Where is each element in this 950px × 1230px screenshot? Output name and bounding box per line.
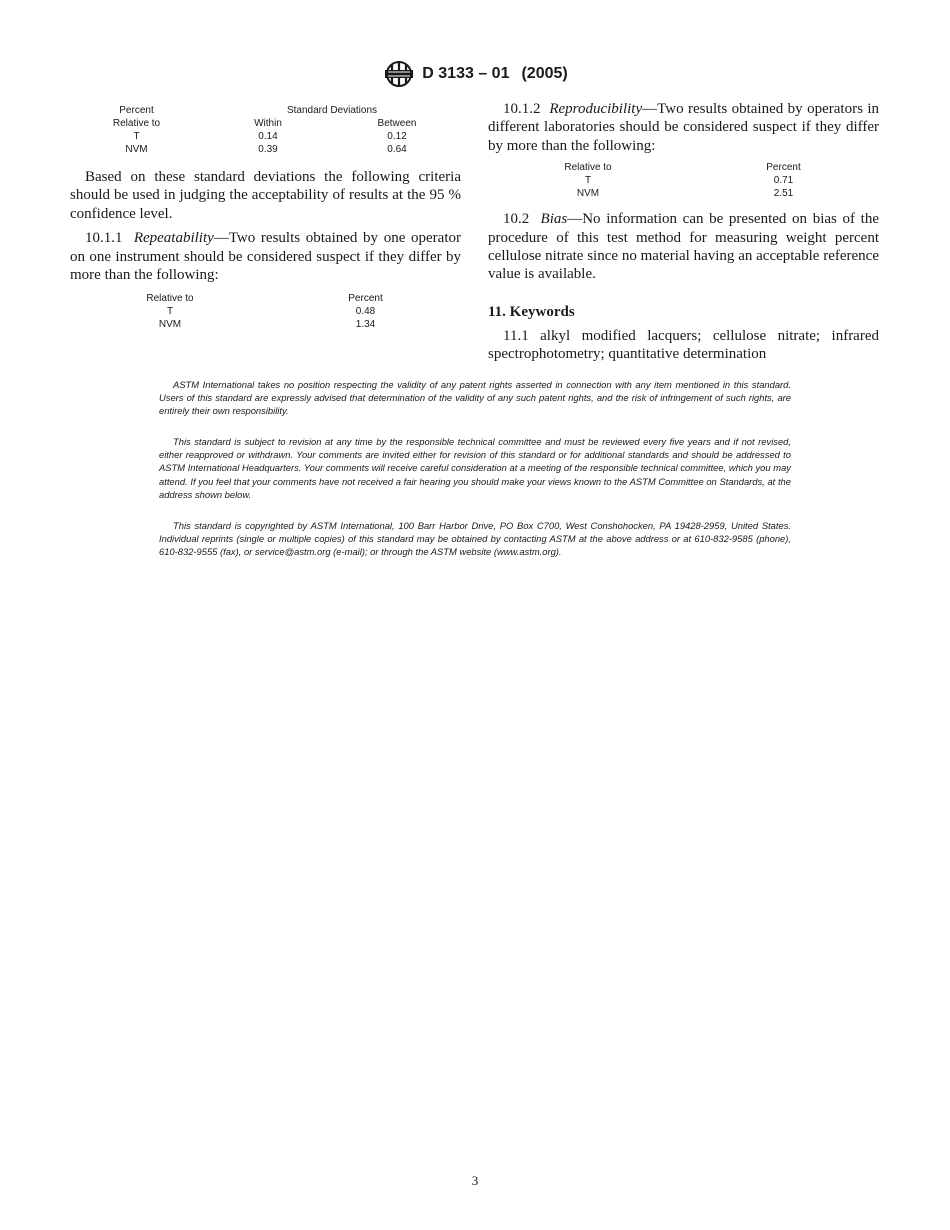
copyright-notice: This standard is copyrighted by ASTM International, 100 Barr Harbor Drive, PO Box C700, West Conshohocken, PA 19428-2959, United States. Individual reprints (single or multiple copies) of this standard may be obtained by contacting ASTM at the above address or at 610-832-9585 (phone), 610-832-9555 (fax), or service@astm.org (e-mail); or through the ASTM website (www.astm.org). bbox=[159, 519, 791, 557]
section-text: —Two results obtained by one operator on one instrument should be considered suspect if they differ by more than the following: bbox=[70, 230, 461, 284]
section-number: 10.1.2 bbox=[503, 101, 541, 117]
page-number: 3 bbox=[471, 1173, 479, 1188]
table-row bbox=[70, 130, 461, 143]
section-number: 10.1.1 bbox=[85, 230, 123, 247]
table-header-row bbox=[70, 104, 461, 117]
revision-notice: This standard is subject to revision at any time by the responsible technical committee and must be reviewed every five years and if not revised, either reapproved or withdrawn. Your comments are invited either for revision of this standard or for additional standards and should be addressed to ASTM International Headquarters. Your comments will receive careful consideration at a meeting of the responsible technical committee, which you may attend. If you feel that your comments have not received a fair hearing you should make your views known to the ASTM Committee on Standards, at the address shown below. bbox=[159, 436, 791, 500]
table-cell: 1.34 bbox=[355, 319, 376, 331]
table-header-row bbox=[488, 161, 879, 174]
left-column bbox=[70, 100, 461, 331]
table-header-cell: Standard Deviations bbox=[286, 105, 378, 116]
designation: D 3133 – 01 bbox=[422, 65, 510, 82]
section-text: —Two results obtained by operators in different laboratories should be considered suspect if they differ by more than the following: bbox=[488, 101, 879, 154]
repeatability-paragraph bbox=[70, 229, 461, 284]
table-cell: 2.51 bbox=[773, 188, 794, 200]
right-column bbox=[488, 100, 879, 370]
criteria-paragraph: Based on these standard deviations the following criteria should be used in judging the acceptability of results at the 95 % confidence level. bbox=[70, 169, 461, 222]
bias-paragraph bbox=[488, 210, 879, 284]
table-row bbox=[70, 305, 461, 318]
patent-notice: ASTM International takes no position respecting the validity of any patent rights asserted in connection with any item mentioned in this standard. Users of this standard are expressly advised that determination of the validity of any such patent rights, and the risk of infringement of such rights, are entirely their own responsibility. bbox=[159, 379, 791, 417]
table-cell: NVM bbox=[576, 188, 600, 200]
table-cell: T bbox=[584, 175, 592, 187]
table-header-row bbox=[70, 117, 461, 130]
table-cell: T bbox=[166, 306, 174, 318]
table-cell: NVM bbox=[158, 319, 182, 331]
repeatability-table bbox=[70, 292, 461, 331]
keywords-heading: 11. Keywords bbox=[488, 303, 575, 320]
table-cell: T bbox=[133, 131, 140, 142]
table-cell: 0.64 bbox=[387, 144, 407, 155]
table-cell: 0.12 bbox=[387, 131, 407, 142]
table-cell: 0.71 bbox=[773, 175, 794, 187]
table-header-cell: Percent bbox=[119, 105, 154, 116]
table-cell: NVM bbox=[125, 144, 148, 155]
keywords-paragraph: 11.1 alkyl modified lacquers; cellulose nitrate; infrared spectrophotometry; quantitative determination bbox=[488, 327, 879, 363]
table-header-cell: Percent bbox=[766, 162, 801, 174]
table-header-cell: Relative to bbox=[146, 293, 194, 305]
designation-year: (2005) bbox=[521, 65, 568, 82]
section-number: 10.2 bbox=[503, 211, 530, 228]
table-cell: 0.14 bbox=[258, 131, 278, 142]
page-header bbox=[0, 60, 950, 88]
reproducibility-table bbox=[488, 161, 879, 200]
table-header-row bbox=[70, 292, 461, 305]
reproducibility-paragraph bbox=[488, 100, 879, 155]
astm-logo-icon bbox=[382, 60, 416, 88]
table-row bbox=[70, 143, 461, 156]
table-header-cell: Relative to bbox=[564, 162, 612, 174]
section-text: —No information can be presented on bias of the procedure of this test method for measuring weight percent cellulose nitrate since no material having an acceptable reference value is available. bbox=[488, 211, 879, 283]
section-term: Reproducibility bbox=[549, 101, 643, 117]
section-term: Repeatability bbox=[133, 230, 214, 247]
table-header-cell: Between bbox=[377, 118, 417, 129]
table-header-cell: Percent bbox=[348, 293, 383, 305]
table-cell: 0.39 bbox=[258, 144, 278, 155]
table-header-cell: Within bbox=[254, 118, 282, 129]
section-term: Bias bbox=[540, 211, 568, 228]
table-row bbox=[488, 187, 879, 200]
table-row bbox=[488, 174, 879, 187]
table-cell: 0.48 bbox=[355, 306, 376, 318]
table-row bbox=[70, 318, 461, 331]
std-dev-table bbox=[70, 104, 461, 156]
legal-notes bbox=[159, 378, 791, 576]
table-header-cell: Relative to bbox=[112, 118, 161, 129]
